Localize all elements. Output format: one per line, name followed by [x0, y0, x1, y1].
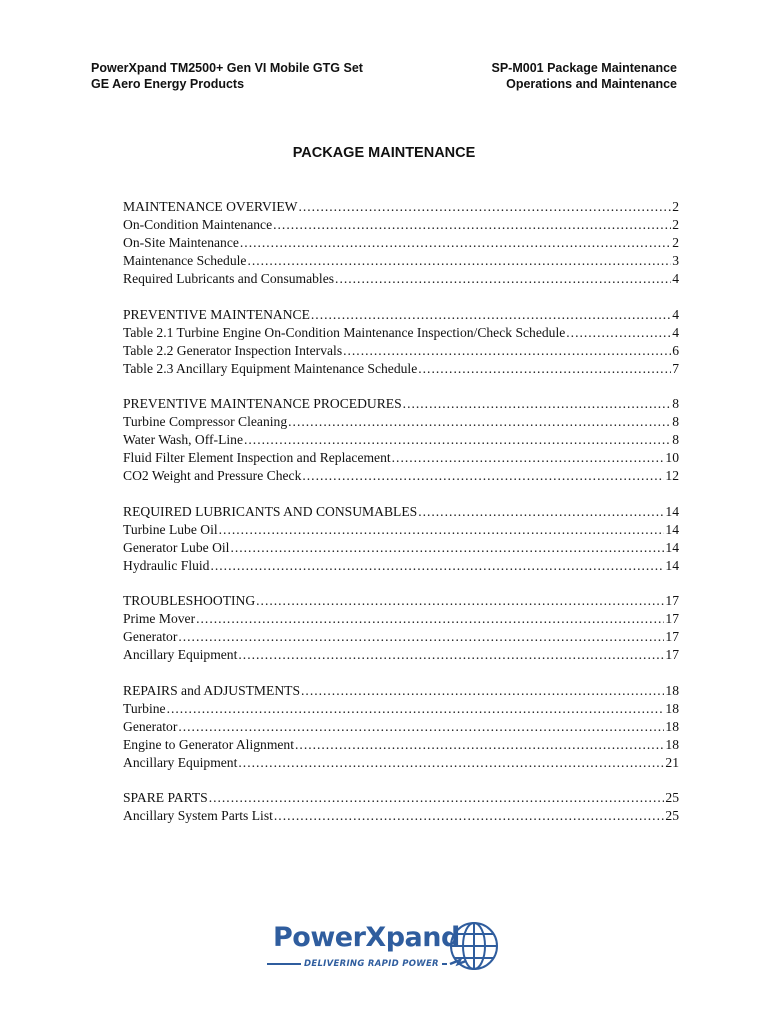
toc-entry-title: SPARE PARTS: [123, 790, 208, 805]
toc-section: [123, 789, 679, 825]
toc-section: [123, 682, 679, 772]
toc-entry-title: Prime Mover: [123, 611, 196, 626]
toc-entry[interactable]: [123, 342, 679, 360]
page-title: PACKAGE MAINTENANCE: [292, 145, 476, 161]
toc-section: [123, 306, 679, 378]
toc-entry[interactable]: [123, 198, 679, 216]
toc-section: [123, 198, 679, 288]
toc-leader-dots: [343, 342, 671, 360]
toc-entry-title: CO2 Weight and Pressure Check: [123, 468, 302, 483]
toc-entry[interactable]: [123, 449, 679, 467]
toc-entry[interactable]: [123, 270, 679, 288]
toc-leader-dots: [418, 360, 671, 378]
toc-entry-title: Hydraulic Fluid: [123, 557, 210, 573]
toc-entry[interactable]: [123, 234, 679, 252]
globe-icon: [448, 920, 500, 972]
toc-entry[interactable]: [123, 557, 679, 575]
toc-leader-dots: [238, 646, 664, 664]
toc-entry[interactable]: [123, 736, 679, 754]
toc-page-number: 4: [672, 324, 679, 340]
toc-entry[interactable]: [123, 718, 679, 736]
toc-page-number: 17: [665, 647, 679, 662]
toc-leader-dots: [240, 234, 671, 252]
toc-entry-title: Ancillary System Parts List: [123, 808, 273, 823]
toc-leader-dots: [418, 503, 664, 521]
toc-page-number: 8: [672, 396, 679, 411]
powerxpand-logo: [265, 918, 505, 988]
header-manual-name: Operations and Maintenance: [506, 77, 677, 91]
toc-entry[interactable]: [123, 216, 679, 234]
toc-entry-title: Table 2.1 Turbine Engine On-Condition Maintenance Inspection/Check Schedule: [123, 324, 566, 340]
toc-leader-dots: [244, 431, 671, 449]
toc-entry[interactable]: [123, 324, 679, 342]
toc-entry-title: Maintenance Schedule: [123, 253, 247, 268]
toc-entry-title: PREVENTIVE MAINTENANCE PROCEDURES: [123, 396, 402, 411]
toc-leader-dots: [392, 449, 665, 467]
toc-entry[interactable]: [123, 628, 679, 646]
toc-entry[interactable]: [123, 360, 679, 378]
toc-leader-dots: [288, 413, 671, 431]
toc-leader-dots: [210, 557, 664, 575]
toc-page-number: 17: [665, 593, 679, 608]
toc-page-number: 12: [665, 468, 679, 483]
toc-leader-dots: [301, 682, 664, 700]
toc-entry-title: Engine to Generator Alignment: [123, 736, 295, 752]
toc-page-number: 8: [672, 432, 679, 447]
toc-leader-dots: [335, 270, 671, 288]
toc-entry-title: Required Lubricants and Consumables: [123, 271, 335, 286]
toc-leader-dots: [298, 198, 671, 216]
logo-wordmark: PowerXpand: [273, 922, 460, 953]
toc-entry-title: On-Site Maintenance: [123, 235, 239, 250]
toc-entry-title: MAINTENANCE OVERVIEW: [123, 199, 298, 214]
toc-leader-dots: [311, 306, 671, 324]
toc-entry[interactable]: [123, 754, 679, 772]
toc-page-number: 2: [672, 199, 679, 214]
toc-page-number: 25: [665, 790, 679, 805]
toc-entry-title: On-Condition Maintenance: [123, 217, 273, 232]
toc-entry-title: TROUBLESHOOTING: [123, 593, 256, 608]
toc-entry-title: PREVENTIVE MAINTENANCE: [123, 306, 310, 322]
toc-page-number: 3: [672, 253, 679, 268]
header-left: [91, 60, 363, 92]
toc-entry[interactable]: [123, 431, 679, 449]
table-of-contents: [123, 198, 679, 843]
toc-entry-title: Generator: [123, 629, 178, 644]
toc-leader-dots: [273, 216, 671, 234]
toc-entry[interactable]: [123, 592, 679, 610]
toc-entry[interactable]: [123, 413, 679, 431]
toc-entry[interactable]: [123, 682, 679, 700]
toc-page-number: 18: [665, 700, 679, 716]
toc-entry-title: Turbine: [123, 700, 166, 716]
toc-leader-dots: [209, 789, 665, 807]
toc-entry[interactable]: [123, 789, 679, 807]
header-document-id: SP-M001 Package Maintenance: [491, 61, 677, 75]
toc-entry-title: Water Wash, Off-Line: [123, 432, 243, 447]
toc-page-number: 14: [665, 539, 679, 555]
toc-entry-title: Generator: [123, 718, 178, 734]
logo-tagline-bar: [267, 958, 447, 970]
toc-entry-title: REPAIRS and ADJUSTMENTS: [123, 682, 301, 698]
toc-page-number: 14: [665, 503, 679, 519]
toc-entry[interactable]: [123, 521, 679, 539]
toc-section: [123, 395, 679, 485]
toc-leader-dots: [566, 324, 671, 342]
toc-leader-dots: [219, 521, 665, 539]
toc-leader-dots: [230, 539, 664, 557]
header-division: GE Aero Energy Products: [91, 77, 245, 91]
toc-page-number: 6: [672, 342, 679, 358]
toc-page-number: 2: [672, 235, 679, 250]
toc-leader-dots: [295, 736, 664, 754]
toc-leader-dots: [256, 592, 664, 610]
toc-entry[interactable]: [123, 700, 679, 718]
toc-entry-title: Generator Lube Oil: [123, 539, 230, 555]
toc-section: [123, 592, 679, 664]
toc-page-number: 2: [672, 217, 679, 232]
toc-entry-title: Table 2.2 Generator Inspection Intervals: [123, 342, 343, 358]
toc-page-number: 7: [672, 360, 679, 376]
toc-leader-dots: [238, 754, 664, 772]
toc-leader-dots: [247, 252, 671, 270]
toc-page-number: 25: [665, 808, 679, 823]
toc-leader-dots: [274, 807, 665, 825]
header-right: [492, 60, 678, 92]
toc-entry[interactable]: [123, 646, 679, 664]
toc-page-number: 10: [665, 450, 679, 465]
toc-leader-dots: [167, 700, 665, 718]
toc-entry-title: Fluid Filter Element Inspection and Replacement: [123, 450, 391, 465]
toc-leader-dots: [302, 467, 664, 485]
toc-section: [123, 503, 679, 575]
toc-leader-dots: [403, 395, 672, 413]
toc-page-number: 4: [672, 306, 679, 322]
toc-leader-dots: [196, 610, 664, 628]
toc-leader-dots: [178, 628, 664, 646]
toc-entry[interactable]: [123, 395, 679, 413]
toc-entry[interactable]: [123, 306, 679, 324]
toc-page-number: 17: [665, 611, 679, 626]
toc-page-number: 14: [665, 521, 679, 537]
toc-entry-title: Table 2.3 Ancillary Equipment Maintenance Schedule: [123, 360, 418, 376]
toc-leader-dots: [178, 718, 664, 736]
logo-tagline: DELIVERING RAPID POWER: [301, 958, 442, 970]
toc-page-number: 18: [665, 682, 679, 698]
toc-entry[interactable]: [123, 539, 679, 557]
toc-entry[interactable]: [123, 252, 679, 270]
toc-entry[interactable]: [123, 610, 679, 628]
header-product-name: PowerXpand TM2500+ Gen VI Mobile GTG Set: [91, 61, 363, 75]
toc-page-number: 17: [665, 629, 679, 644]
toc-entry[interactable]: [123, 503, 679, 521]
toc-entry-title: Turbine Compressor Cleaning: [123, 414, 288, 429]
toc-page-number: 18: [665, 736, 679, 752]
toc-entry-title: Ancillary Equipment: [123, 647, 238, 662]
toc-page-number: 14: [665, 557, 679, 573]
toc-page-number: 18: [665, 718, 679, 734]
toc-entry[interactable]: [123, 467, 679, 485]
toc-page-number: 4: [672, 271, 679, 286]
toc-entry-title: REQUIRED LUBRICANTS AND CONSUMABLES: [123, 503, 418, 519]
toc-page-number: 8: [672, 414, 679, 429]
toc-entry-title: Turbine Lube Oil: [123, 521, 218, 537]
toc-page-number: 21: [665, 754, 679, 770]
toc-entry-title: Ancillary Equipment: [123, 754, 238, 770]
toc-entry[interactable]: [123, 807, 679, 825]
